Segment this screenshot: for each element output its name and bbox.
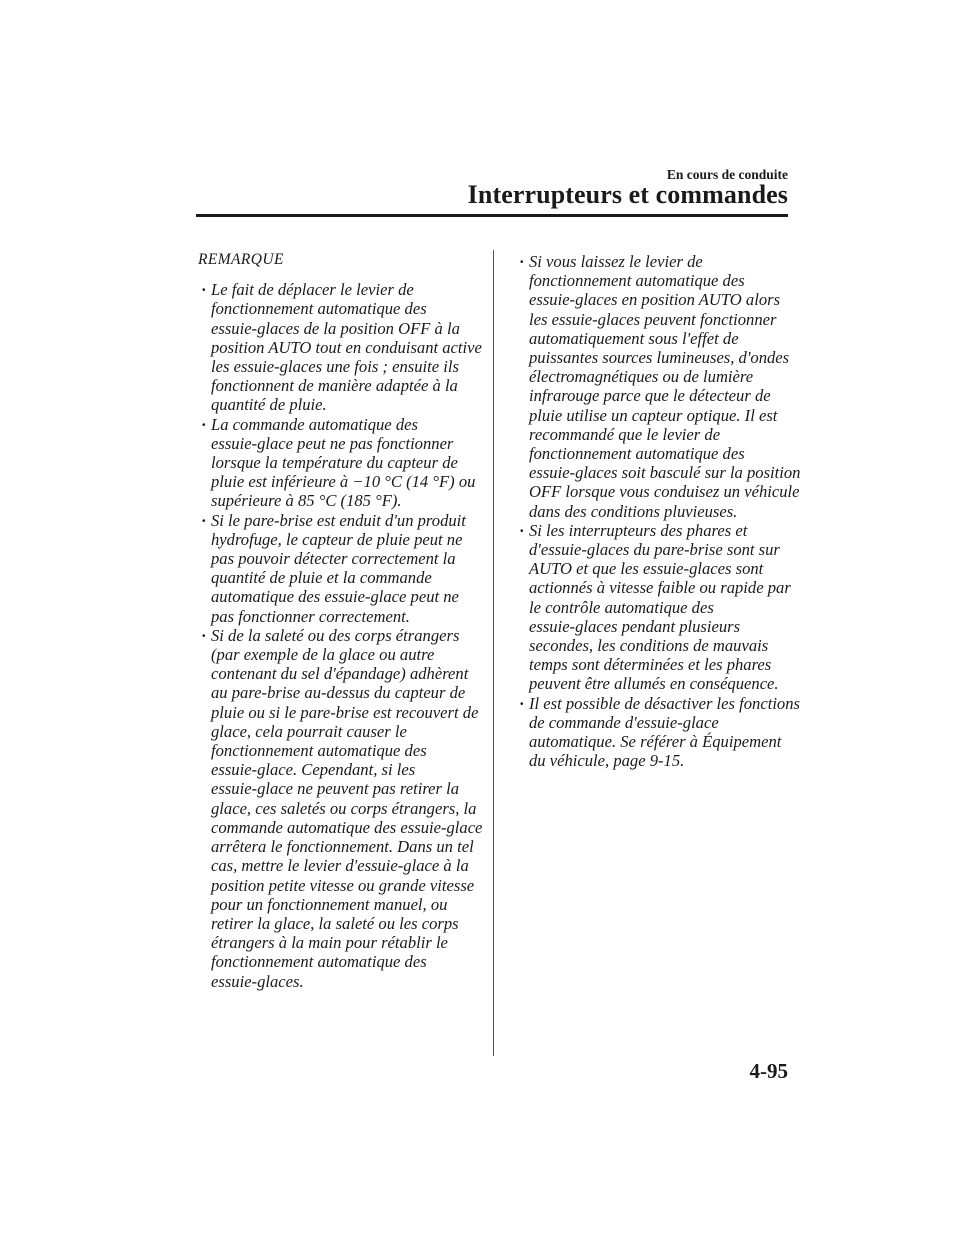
note-text-line: pour un fonctionnement manuel, ou bbox=[211, 894, 448, 914]
bullet-dot-icon: · bbox=[519, 693, 525, 713]
note-text-line: arrêtera le fonctionnement. Dans un tel bbox=[211, 837, 474, 857]
note-text-line: essuie-glaces de la position OFF à la bbox=[211, 318, 460, 338]
note-text-line: dans des conditions pluvieuses. bbox=[529, 501, 738, 521]
note-text-line: lorsque la température du capteur de bbox=[211, 453, 458, 473]
note-text-line: pluie est inférieure à −10 °C (14 °F) ou bbox=[211, 472, 476, 492]
note-text-line: pluie utilise un capteur optique. Il est bbox=[529, 405, 778, 425]
note-text-line: cas, mettre le levier d'essuie-glace à la bbox=[211, 856, 469, 876]
note-bullet-item bbox=[516, 693, 800, 771]
bullet-dot-icon: · bbox=[201, 280, 207, 300]
header-rule bbox=[196, 214, 788, 217]
note-text-line: Si le pare-brise est enduit d'un produit bbox=[211, 510, 466, 530]
note-bullet-item bbox=[516, 252, 801, 521]
note-text-line: pas pouvoir détecter correctement la bbox=[211, 549, 456, 569]
left-bullet-list bbox=[198, 280, 483, 991]
page-number: 4-95 bbox=[749, 1059, 788, 1083]
note-text-line: Si de la saleté ou des corps étrangers bbox=[211, 625, 460, 645]
note-text-line: secondes, les conditions de mauvais bbox=[529, 636, 769, 656]
note-text-line: le contrôle automatique des bbox=[529, 597, 714, 617]
note-text-line: hydrofuge, le capteur de pluie peut ne bbox=[211, 529, 463, 549]
note-text-line: au pare-brise au-dessus du capteur de bbox=[211, 683, 466, 703]
note-text-line: de commande d'essuie-glace bbox=[529, 712, 719, 732]
note-text-line: du véhicule, page 9-15. bbox=[529, 751, 685, 771]
note-text-line: fonctionnement automatique des bbox=[529, 444, 745, 464]
bullet-dot-icon: · bbox=[519, 520, 525, 540]
bullet-dot-icon: · bbox=[519, 252, 525, 271]
note-text-line: La commande automatique des bbox=[211, 414, 418, 434]
note-text-line: essuie-glace. Cependant, si les bbox=[211, 760, 416, 780]
note-text-line: pluie ou si le pare-brise est recouvert de bbox=[211, 702, 479, 722]
note-bullet-item bbox=[198, 625, 483, 991]
note-text-line: Il est possible de désactiver les fonctions bbox=[529, 693, 800, 713]
note-text-line: pas fonctionner correctement. bbox=[211, 606, 410, 626]
note-text-line: essuie-glaces. bbox=[211, 971, 304, 991]
note-text-line: fonctionnement automatique des bbox=[211, 741, 427, 761]
note-text-line: glace, cela pourrait causer le bbox=[211, 721, 407, 741]
bullet-dot-icon: · bbox=[201, 510, 207, 530]
note-text-line: recommandé que le levier de bbox=[529, 424, 721, 444]
note-text-line: étrangers à la main pour rétablir le bbox=[211, 933, 448, 953]
note-text-line: les essuie-glaces une fois ; ensuite ils bbox=[211, 357, 459, 377]
note-text-line: Si vous laissez le levier de bbox=[529, 252, 703, 271]
note-text-line: essuie-glace peut ne pas fonctionner bbox=[211, 433, 454, 453]
note-text-line: actionnés à vitesse faible ou rapide par bbox=[529, 578, 791, 598]
note-text-line: essuie-glaces pendant plusieurs bbox=[529, 616, 741, 636]
note-bullet-item bbox=[198, 280, 480, 414]
note-heading: REMARQUE bbox=[198, 251, 284, 268]
note-text-line: OFF lorsque vous conduisez un véhicule bbox=[529, 482, 800, 502]
right-bullet-list bbox=[516, 252, 801, 771]
note-text-line: électromagnétiques ou de lumière bbox=[529, 367, 754, 387]
note-text-line: essuie-glace ne peuvent pas retirer la bbox=[211, 779, 460, 799]
note-text-line: fonctionnent de manière adaptée à la bbox=[211, 376, 458, 396]
note-text-line: d'essuie-glaces du pare-brise sont sur bbox=[529, 540, 780, 560]
note-bullet-item bbox=[198, 415, 480, 511]
note-text-line: fonctionnement automatique des bbox=[211, 952, 427, 972]
note-text-line: quantité de pluie. bbox=[211, 395, 327, 415]
note-text-line: quantité de pluie et la commande bbox=[211, 568, 432, 588]
note-text-line: glace, ces saletés ou corps étrangers, la bbox=[211, 798, 477, 818]
note-text-line: essuie-glaces soit basculé sur la position bbox=[529, 463, 801, 483]
column-divider bbox=[493, 250, 494, 1056]
note-text-line: AUTO et que les essuie-glaces sont bbox=[529, 559, 764, 579]
note-text-line: supérieure à 85 °C (185 °F). bbox=[211, 491, 402, 511]
note-text-line: commande automatique des essuie-glace bbox=[211, 817, 483, 837]
bullet-dot-icon: · bbox=[201, 625, 207, 645]
note-text-line: puissantes sources lumineuses, d'ondes bbox=[529, 348, 790, 368]
section-label-text: En cours de conduite bbox=[666, 167, 788, 182]
note-text-line: Si les interrupteurs des phares et bbox=[529, 520, 748, 540]
right-column bbox=[516, 252, 801, 771]
note-text-line: position AUTO tout en conduisant active bbox=[211, 337, 482, 357]
note-text-line: les essuie-glaces peuvent fonctionner bbox=[529, 309, 777, 329]
note-text-line: Le fait de déplacer le levier de bbox=[211, 280, 414, 300]
note-text-line: infrarouge parce que le détecteur de bbox=[529, 386, 771, 406]
left-column bbox=[198, 250, 483, 991]
note-text-line: position petite vitesse ou grande vitesse bbox=[211, 875, 475, 895]
note-bullet-item bbox=[516, 521, 792, 694]
note-text-line: peuvent être allumés en conséquence. bbox=[529, 674, 779, 694]
note-text-line: fonctionnement automatique des bbox=[211, 299, 427, 319]
note-text-line: retirer la glace, la saleté ou les corps bbox=[211, 913, 459, 933]
note-text-line: automatique des essuie-glace peut ne bbox=[211, 587, 459, 607]
note-bullet-item bbox=[198, 511, 480, 626]
page-title: Interrupteurs et commandes bbox=[467, 180, 788, 209]
note-text-line: automatique. Se référer à Équipement bbox=[529, 732, 782, 752]
note-text-line: (par exemple de la glace ou autre bbox=[211, 645, 435, 665]
note-text-line: contenant du sel d'épandage) adhèrent bbox=[211, 664, 469, 684]
note-text-line: essuie-glaces en position AUTO alors bbox=[529, 290, 781, 310]
note-text-line: temps sont déterminées et les phares bbox=[529, 655, 772, 675]
bullet-dot-icon: · bbox=[201, 414, 207, 434]
note-text-line: fonctionnement automatique des bbox=[529, 271, 745, 291]
note-text-line: automatiquement sous l'effet de bbox=[529, 328, 739, 348]
